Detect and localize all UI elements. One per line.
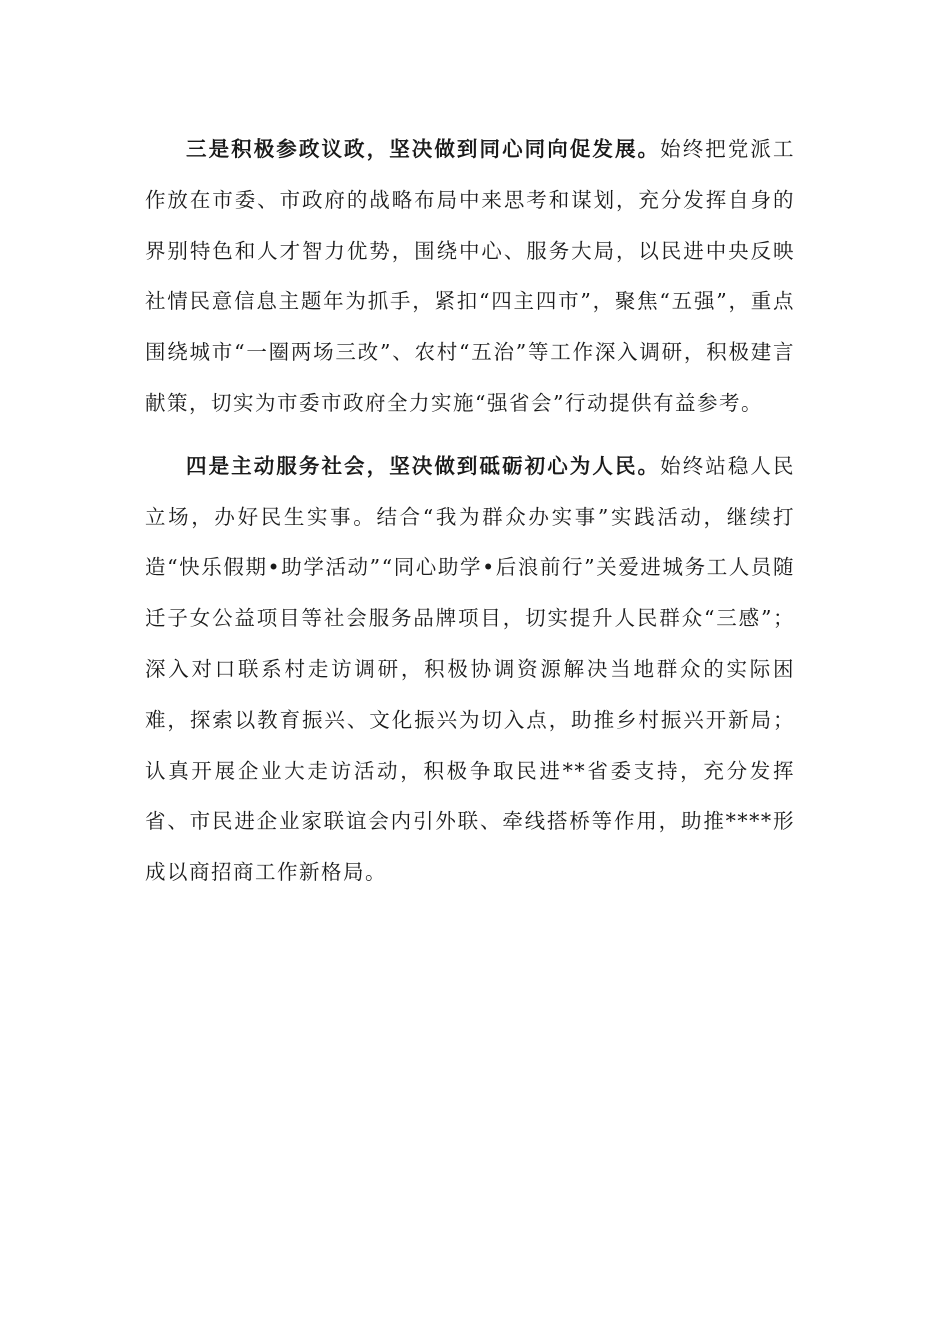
paragraph-three-lead: 三是积极参政议政，坚决做到同心同向促发展。 bbox=[186, 137, 661, 161]
paragraph-four-body: 始终站稳人民立场，办好民生实事。结合“我为群众办实事”实践活动，继续打造“快乐假期•助学活动”“同心助学•后浪前行”关爱进城务工人员随迁子女公益项目等社会服务品牌项目，切实提升人民群众“三感”；深入对口联系村走访调研，积极协调资源解决当地群众的实际困难，探索以教育振兴、文化振兴为切入点，助推乡村振兴开新局；认真开展企业大走访活动，积极争取民进**省委支持，充分发挥省、市民进企业家联谊会内引外联、牵线搭桥等作用，助推****形成以商招商工作新格局。 bbox=[145, 453, 796, 885]
document-page bbox=[145, 124, 795, 910]
paragraph-four bbox=[145, 441, 795, 898]
paragraph-four-lead: 四是主动服务社会，坚决做到砥砺初心为人民。 bbox=[186, 453, 661, 478]
paragraph-three bbox=[145, 124, 795, 429]
paragraph-three-body: 始终把党派工作放在市委、市政府的战略布局中来思考和谋划，充分发挥自身的界别特色和人才智力优势，围绕中心、服务大局，以民进中央反映社情民意信息主题年为抓手，紧扣“四主四市”，聚焦“五强”，重点围绕城市“一圈两场三改”、农村“五治”等工作深入调研，积极建言献策，切实为市委市政府全力实施“强省会”行动提供有益参考。 bbox=[145, 137, 796, 415]
